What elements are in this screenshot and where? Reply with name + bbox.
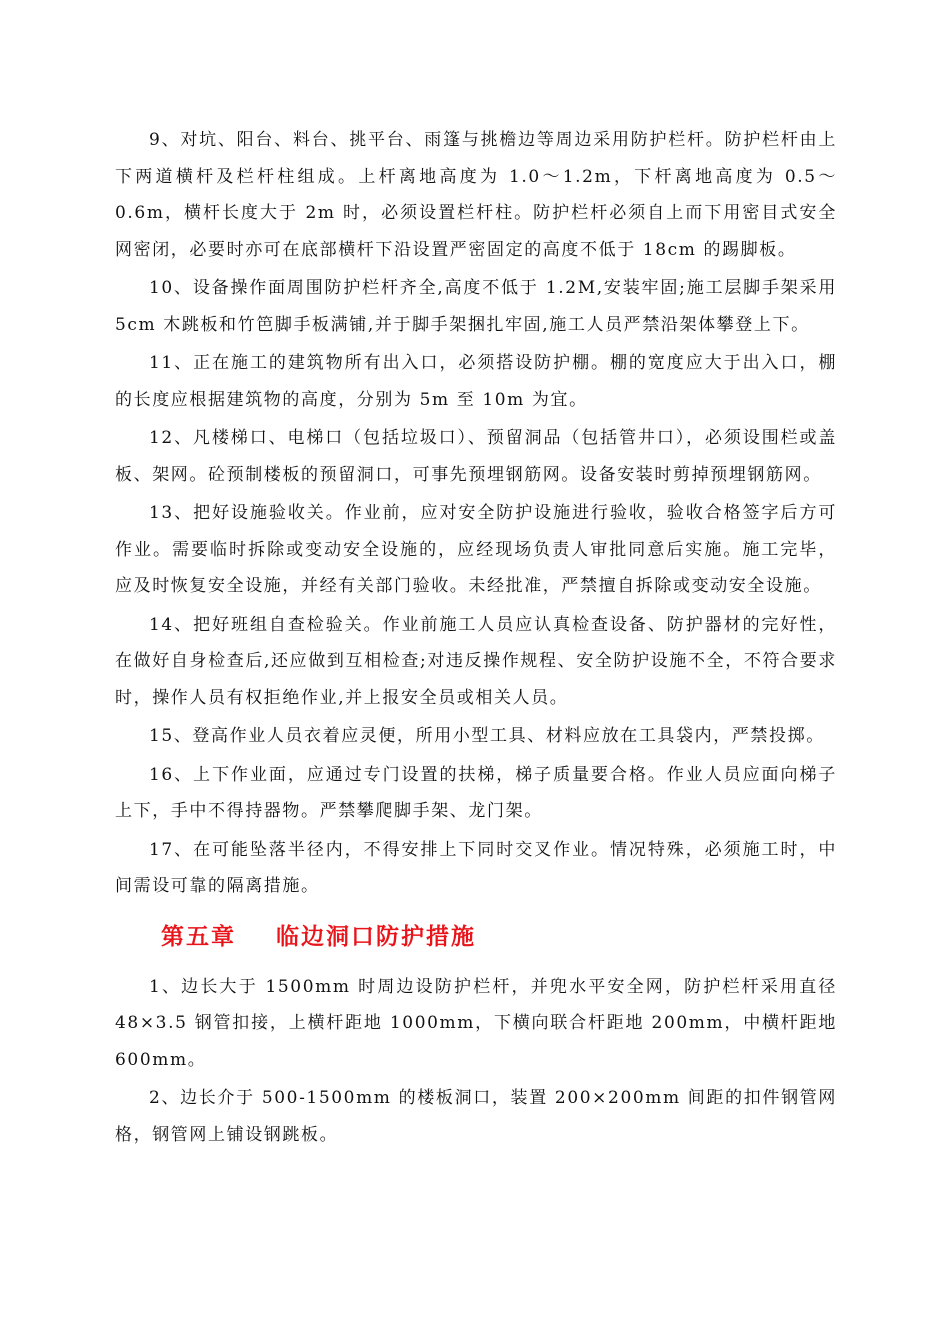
item-9: 9、对坑、阳台、料台、挑平台、雨篷与挑檐边等周边采用防护栏杆。防护栏杆由上下两道横杆及栏杆柱组成。上杆离地高度为 1.0～1.2m，下杆离地高度为 0.5～0.6m，横杆长度大于 2m 时，必须设置栏杆柱。防护栏杆必须自上而下用密目式安全网密闭，必要时亦可在底部横杆下沿设置严密固定的高度不低于 18cm 的踢脚板。 [115, 130, 837, 260]
page-content [115, 122, 837, 1155]
chapter-heading [161, 919, 837, 955]
item-14: 14、把好班组自查检验关。作业前施工人员应认真检查设备、防护器材的完好性，在做好自身检查后,还应做到互相检查;对违反操作规程、安全防护设施不全，不符合要求时，操作人员有权拒绝作业,并上报安全员或相关人员。 [115, 614, 837, 708]
item-11: 11、正在施工的建筑物所有出入口，必须搭设防护棚。棚的宽度应大于出入口，棚的长度应根据建筑物的高度，分别为 5m 至 10m 为宜。 [115, 353, 837, 410]
item-15: 15、登高作业人员衣着应灵便，所用小型工具、材料应放在工具袋内，严禁投掷。 [149, 726, 825, 746]
section-item-2: 2、边长介于 500-1500mm 的楼板洞口，装置 200×200mm 间距的扣件钢管网格，钢管网上铺设钢跳板。 [115, 1088, 837, 1145]
item-13: 13、把好设施验收关。作业前，应对安全防护设施进行验收，验收合格签字后方可作业。需要临时拆除或变动安全设施的，应经现场负责人审批同意后实施。施工完毕，应及时恢复安全设施，并经有关部门验收。未经批准，严禁擅自拆除或变动安全设施。 [115, 503, 837, 596]
item-16: 16、上下作业面，应通过专门设置的扶梯，梯子质量要合格。作业人员应面向梯子上下，手中不得持器物。严禁攀爬脚手架、龙门架。 [115, 764, 837, 821]
item-10: 10、设备操作面周围防护栏杆齐全,高度不低于 1.2M,安装牢固;施工层脚手架采用 5cm 木跳板和竹笆脚手板满铺,并于脚手架捆扎牢固,施工人员严禁沿架体攀登上下。 [115, 278, 837, 335]
section-item-1: 1、边长大于 1500mm 时周边设防护栏杆，并兜水平安全网，防护栏杆采用直径 48×3.5 钢管扣接，上横杆距地 1000mm，下横向联合杆距地 200mm，中横杆距地 600mm。 [115, 976, 837, 1070]
item-17: 17、在可能坠落半径内，不得安排上下同时交叉作业。情况特殊，必须施工时，中间需设可靠的隔离措施。 [115, 839, 837, 896]
item-12: 12、凡楼梯口、电梯口（包括垃圾口）、预留洞品（包括管井口），必须设围栏或盖板、架网。砼预制楼板的预留洞口，可事先预埋钢筋网。设备安装时剪掉预埋钢筋网。 [115, 428, 837, 485]
chapter-title: 临边洞口防护措施 [276, 922, 476, 950]
chapter-number: 第五章 [161, 922, 236, 950]
